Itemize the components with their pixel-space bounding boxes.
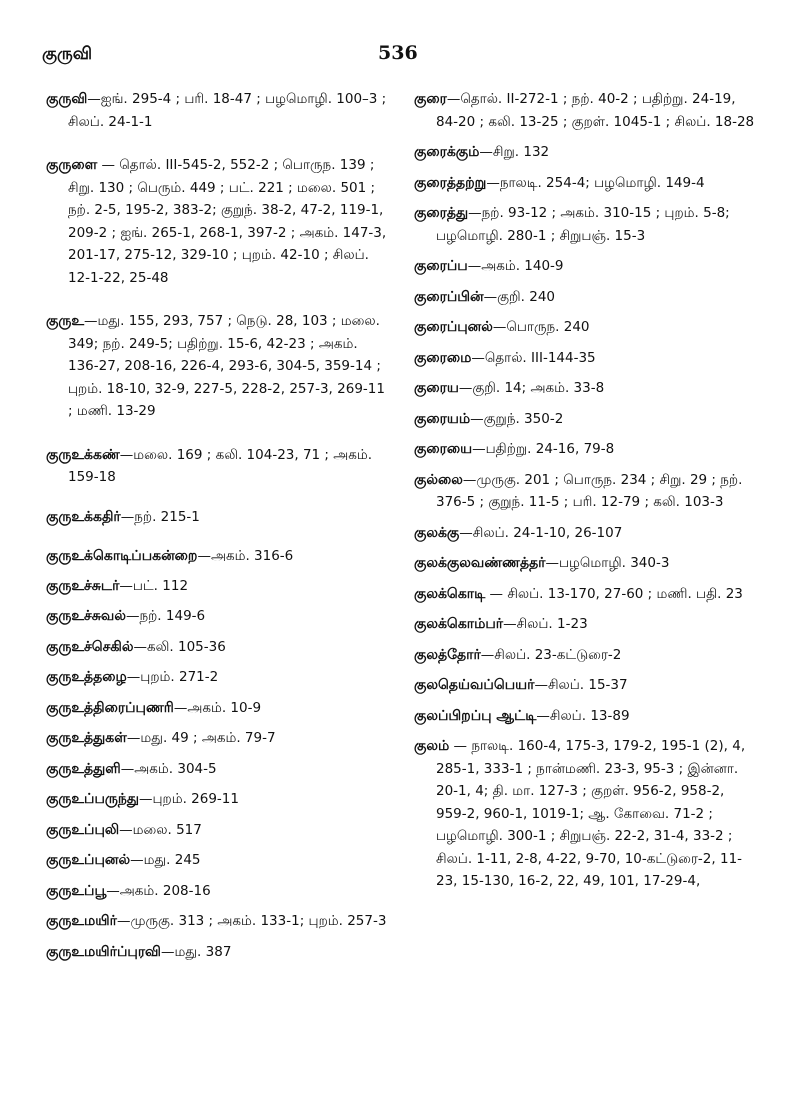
index-entry (414, 644, 759, 667)
entry-headword: குருஉக்கொடிப்பகன்றை (46, 548, 198, 564)
entry-references: —கலி. 105-36 (133, 638, 226, 655)
entry-references: —நற். 93-12 ; அகம். 310-15 ; புறம். 5-8; பழமொழி. 280-1 ; சிறுபஞ். 15-3 (436, 205, 730, 244)
index-entry (46, 819, 391, 842)
index-entry (414, 469, 759, 514)
entry-references: —சிலப். 1-23 (503, 616, 588, 632)
index-entry (414, 408, 759, 431)
entry-references: —அகம். 140-9 (467, 258, 564, 274)
entry-references: —பழமொழி. 340-3 (545, 555, 670, 571)
entry-headword: குருஉத்திரைப்புணரி (46, 699, 174, 716)
entry-references: — சிலப். 13-170, 27-60 ; மணி. பதி. 23 (485, 585, 743, 602)
entry-headword: குருஉத்துகள் (46, 730, 127, 746)
entry-headword: குருஉத்துளி (46, 760, 121, 777)
entry-headword: குலம் (414, 738, 450, 754)
entry-headword: குருஉப்புலி (46, 821, 120, 838)
entry-headword: குரையை (414, 441, 473, 457)
entry-references: —அகம். 10-9 (173, 699, 262, 716)
entry-references: —சிறு. 132 (479, 144, 550, 160)
index-entry (414, 286, 759, 309)
right-column (414, 88, 759, 893)
index-entry (46, 849, 391, 872)
entry-references: —புறம். 271-2 (126, 669, 219, 685)
entry-headword: குலக்குலவண்ணத்தர் (414, 555, 546, 571)
entry-headword: குரை (414, 91, 447, 107)
entry-headword: குலப்பிறப்பு ஆட்டி (414, 707, 537, 724)
index-entry (414, 735, 759, 893)
entry-headword: குருஉப்பூ (46, 882, 107, 899)
entry-headword: குருவி (46, 91, 88, 107)
index-entry (414, 88, 759, 133)
entry-references: —அகம். 304-5 (120, 760, 217, 777)
entry-headword: குருஉச்செகில் (46, 638, 134, 655)
entry-references: —நற். 215-1 (120, 508, 200, 525)
index-entry (414, 255, 759, 278)
index-entry (414, 613, 759, 636)
entry-headword: குலக்கொம்பர் (414, 616, 504, 632)
entry-references: —பொருந. 240 (492, 319, 590, 335)
entry-headword: குரைத்து (414, 205, 469, 221)
entry-headword: குரைப்ப (414, 258, 468, 274)
index-entry (46, 727, 391, 750)
index-entry (46, 910, 391, 933)
entry-references: —மது. 49 ; அகம். 79-7 (126, 730, 276, 746)
page-number: 536 (378, 42, 418, 64)
index-entry (414, 347, 759, 370)
entry-headword: குருஉப்புனல் (46, 852, 131, 868)
index-entry (46, 758, 391, 781)
entry-references: —முருகு. 201 ; பொருந. 234 ; சிறு. 29 ; நற். 376-5 ; குறுந். 11-5 ; பரி. 12-79 ; கலி. 103-3 (436, 471, 743, 510)
entry-headword: குலத்தோர் (414, 646, 481, 663)
index-entry (46, 444, 391, 489)
entry-references: —சிலப். 23-கட்டுரை-2 (480, 646, 622, 663)
entry-references: —பதிற்று. 24-16, 79-8 (472, 441, 615, 457)
entry-references: —சிலப். 24-1-10, 26-107 (459, 524, 623, 541)
entry-headword: குரைத்தற்று (414, 174, 487, 191)
entry-headword: குரைக்கும் (414, 144, 480, 160)
running-header-word: குருவி (42, 44, 93, 64)
index-entry (414, 583, 759, 606)
index-entry (414, 172, 759, 195)
index-entry (46, 310, 391, 423)
entry-headword: குருஉக்கதிர் (46, 508, 121, 525)
entry-references: —நற். 149-6 (125, 608, 206, 624)
left-column (46, 88, 391, 963)
entry-references: — நாலடி. 160-4, 175-3, 179-2, 195-1 (2), 4, 285-1, 333-1 ; நான்மணி. 23-3, 95-3 ; இன்னா. 20-1, 4; தி. மா. 127-3 ; குறள். 956-2, 958-2, 959-2, 960-1, 1019-1; ஆ. கோவை. 71-2 ; பழமொழி. 300-1 ; சிறுபஞ். 22-2, 31-4, 33-2 ; சிலப். 1-11, 2-8, 4-22, 9-70, 10-கட்டுரை-2, 11-23, 15-130, 16-2, 22, 49, 101, 17-29-4, (436, 738, 746, 889)
entry-references: —அகம். 316-6 (197, 548, 294, 564)
index-entry (46, 636, 391, 659)
entry-references: —அகம். 208-16 (106, 882, 211, 899)
entry-headword: குருஉத்தழை (46, 669, 127, 685)
index-entry (414, 522, 759, 545)
index-entry (46, 666, 391, 689)
index-entry (414, 316, 759, 339)
index-entry (46, 941, 391, 964)
index-entry (46, 506, 391, 529)
entry-references: —தொல். II-272-1 ; நற். 40-2 ; பதிற்று. 24-19, 84-20 ; கலி. 13-25 ; குறள். 1045-1 ; சிலப். 18-28 (436, 91, 755, 130)
entry-references: —மது. 155, 293, 757 ; நெடு. 28, 103 ; மலை. 349; நற். 249-5; பதிற்று. 15-6, 42-23 ; அகம். 136-27, 208-16, 226-4, 293-6, 304-5, 359-14 ; புறம். 18-10, 32-9, 227-5, 228-2, 257-3, 269-11 ; மணி. 13-29 (68, 313, 385, 419)
index-entry (414, 705, 759, 728)
entry-headword: குருஉச்சுடர் (46, 577, 120, 594)
entry-headword: குல்லை (414, 471, 463, 488)
entry-references: —குறி. 240 (483, 288, 555, 305)
entry-headword: குருஉப்பருந்து (46, 791, 139, 807)
entry-references: —மது. 387 (160, 943, 232, 960)
index-entry (46, 697, 391, 720)
entry-headword: குலதெய்வப்பெயர் (414, 677, 535, 693)
entry-headword: குரைப்புனல் (414, 319, 493, 335)
entry-headword: குரைமை (414, 349, 472, 366)
index-entry (46, 88, 391, 133)
entry-references: —தொல். III-144-35 (471, 349, 596, 366)
index-entry (46, 788, 391, 811)
index-entry (414, 438, 759, 461)
entry-references: — தொல். III-545-2, 552-2 ; பொருந. 139 ; சிறு. 130 ; பெரும். 449 ; பட். 221 ; மலை. 501 ; நற். 2-5, 195-2, 383-2; குறுந். 38-2, 47-2, 119-1, 209-2 ; ஐங். 265-1, 268-1, 397-2 ; அகம். 147-3, 201-17, 275-12, 329-10 ; புறம். 42-10 ; சிலப். 12-1-22, 25-48 (68, 157, 387, 286)
entry-references: —மலை. 517 (119, 821, 202, 838)
entry-headword: குருஉ (46, 313, 85, 329)
entry-references: —நாலடி. 254-4; பழமொழி. 149-4 (486, 174, 705, 191)
entry-headword: குரைய (414, 380, 459, 396)
entry-headword: குருஉமயிர்ப்புரவி (46, 943, 161, 960)
entry-references: —குறி. 14; அகம். 33-8 (458, 380, 605, 396)
entry-references: —பட். 112 (119, 577, 189, 594)
entry-references: —மலை. 169 ; கலி. 104-23, 71 ; அகம். 159-18 (68, 446, 373, 485)
index-entry (46, 880, 391, 903)
entry-references: —புறம். 269-11 (138, 791, 239, 807)
index-entry (414, 552, 759, 575)
entry-headword: குலக்கு (414, 524, 460, 541)
entry-references: —முருகு. 313 ; அகம். 133-1; புறம். 257-3 (116, 913, 387, 929)
index-entry (414, 202, 759, 247)
entry-references: —சிலப். 13-89 (536, 707, 630, 724)
index-entry (414, 141, 759, 164)
entry-headword: குருஉக்கண் (46, 446, 120, 463)
index-entry (46, 605, 391, 628)
entry-references: —மது. 245 (130, 852, 201, 868)
index-entry (46, 154, 391, 289)
entry-references: —குறுந். 350-2 (470, 410, 564, 427)
index-entry (414, 674, 759, 697)
index-entry (46, 575, 391, 598)
entry-references: —சிலப். 15-37 (534, 677, 628, 693)
entry-headword: குருஉமயிர் (46, 913, 117, 929)
entry-headword: குருளை (46, 157, 98, 173)
index-entry (414, 377, 759, 400)
entry-headword: குரையம் (414, 410, 471, 427)
entry-references: —ஐங். 295-4 ; பரி. 18-47 ; பழமொழி. 100–3 ; சிலப். 24-1-1 (68, 91, 387, 130)
entry-headword: குரைப்பின் (414, 288, 484, 305)
entry-headword: குலக்கொடி (414, 585, 486, 602)
index-entry (46, 545, 391, 568)
entry-headword: குருஉச்சுவல் (46, 608, 126, 624)
